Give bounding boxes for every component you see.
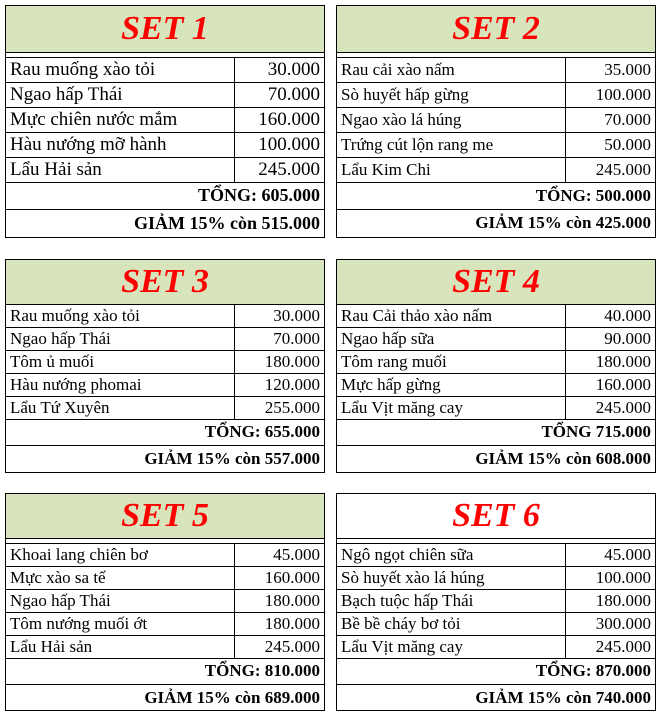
- set-card-6: [336, 493, 656, 711]
- item-name: Khoai lang chiên bơ: [6, 543, 234, 566]
- set-card-5: [5, 493, 325, 711]
- item-price: 180.000: [234, 350, 324, 373]
- item-name: Rau muống xào tỏi: [6, 57, 234, 82]
- set-total: TỔNG: 655.000: [6, 419, 324, 445]
- item-price: 245.000: [565, 635, 655, 658]
- item-name: Rau muống xào tỏi: [6, 304, 234, 327]
- item-price: 30.000: [234, 304, 324, 327]
- item-name: Bạch tuộc hấp Thái: [337, 589, 565, 612]
- item-price: 100.000: [565, 566, 655, 589]
- item-price: 180.000: [565, 589, 655, 612]
- item-price: 70.000: [234, 327, 324, 350]
- item-name: Lẩu Tứ Xuyên: [6, 396, 234, 419]
- item-name: Lẩu Vịt măng cay: [337, 396, 565, 419]
- item-price: 245.000: [234, 157, 324, 182]
- item-price: 255.000: [234, 396, 324, 419]
- item-name: Lẩu Hải sản: [6, 157, 234, 182]
- set-total: TỔNG: 810.000: [6, 658, 324, 684]
- item-price: 160.000: [234, 566, 324, 589]
- item-price: 160.000: [234, 107, 324, 132]
- item-price: 45.000: [565, 543, 655, 566]
- set-discount: GIẢM 15% còn 689.000: [6, 684, 324, 712]
- set-card-2: [336, 5, 656, 238]
- item-price: 120.000: [234, 373, 324, 396]
- item-name: Tôm nướng muối ớt: [6, 612, 234, 635]
- item-name: Rau Cải thảo xào nấm: [337, 304, 565, 327]
- set-total: TỔNG: 500.000: [337, 182, 655, 209]
- item-price: 245.000: [234, 635, 324, 658]
- item-name: Bề bề cháy bơ tỏi: [337, 612, 565, 635]
- item-price: 35.000: [565, 57, 655, 82]
- item-price: 100.000: [565, 82, 655, 107]
- set-title: SET 1: [6, 6, 324, 52]
- item-price: 30.000: [234, 57, 324, 82]
- item-name: Ngao hấp Thái: [6, 327, 234, 350]
- item-price: 160.000: [565, 373, 655, 396]
- item-name: Lẩu Hải sản: [6, 635, 234, 658]
- item-name: Ngao hấp Thái: [6, 589, 234, 612]
- set-discount: GIẢM 15% còn 425.000: [337, 209, 655, 237]
- item-name: Ngao xào lá húng: [337, 107, 565, 132]
- item-price: 300.000: [565, 612, 655, 635]
- item-name: Sò huyết xào lá húng: [337, 566, 565, 589]
- item-name: Tôm rang muối: [337, 350, 565, 373]
- set-title: SET 6: [337, 494, 655, 538]
- item-name: Lẩu Kim Chi: [337, 157, 565, 182]
- item-price: 50.000: [565, 132, 655, 157]
- set-title: SET 3: [6, 260, 324, 304]
- item-name: Ngao hấp sữa: [337, 327, 565, 350]
- item-name: Sò huyết hấp gừng: [337, 82, 565, 107]
- item-price: 70.000: [565, 107, 655, 132]
- item-price: 40.000: [565, 304, 655, 327]
- item-name: Ngao hấp Thái: [6, 82, 234, 107]
- item-price: 245.000: [565, 157, 655, 182]
- set-discount: GIẢM 15% còn 515.000: [6, 209, 324, 237]
- set-card-4: [336, 259, 656, 473]
- set-discount: GIẢM 15% còn 608.000: [337, 445, 655, 473]
- set-discount: GIẢM 15% còn 557.000: [6, 445, 324, 473]
- item-name: Mực xào sa tế: [6, 566, 234, 589]
- item-name: Rau cải xào nấm: [337, 57, 565, 82]
- item-price: 180.000: [565, 350, 655, 373]
- item-name: Lẩu Vịt măng cay: [337, 635, 565, 658]
- set-discount: GIẢM 15% còn 740.000: [337, 684, 655, 712]
- item-name: Hàu nướng phomai: [6, 373, 234, 396]
- set-title: SET 2: [337, 6, 655, 52]
- item-name: Mực hấp gừng: [337, 373, 565, 396]
- item-price: 70.000: [234, 82, 324, 107]
- set-title: SET 5: [6, 494, 324, 538]
- item-price: 90.000: [565, 327, 655, 350]
- item-price: 180.000: [234, 612, 324, 635]
- item-name: Trứng cút lộn rang me: [337, 132, 565, 157]
- item-price: 245.000: [565, 396, 655, 419]
- set-total: TỔNG 715.000: [337, 419, 655, 445]
- item-name: Ngô ngọt chiên sữa: [337, 543, 565, 566]
- item-price: 180.000: [234, 589, 324, 612]
- set-title: SET 4: [337, 260, 655, 304]
- item-name: Mực chiên nước mắm: [6, 107, 234, 132]
- set-total: TỔNG: 605.000: [6, 182, 324, 209]
- set-card-1: [5, 5, 325, 238]
- item-price: 100.000: [234, 132, 324, 157]
- set-total: TỔNG: 870.000: [337, 658, 655, 684]
- set-card-3: [5, 259, 325, 473]
- item-name: Tôm ủ muối: [6, 350, 234, 373]
- item-name: Hàu nướng mỡ hành: [6, 132, 234, 157]
- item-price: 45.000: [234, 543, 324, 566]
